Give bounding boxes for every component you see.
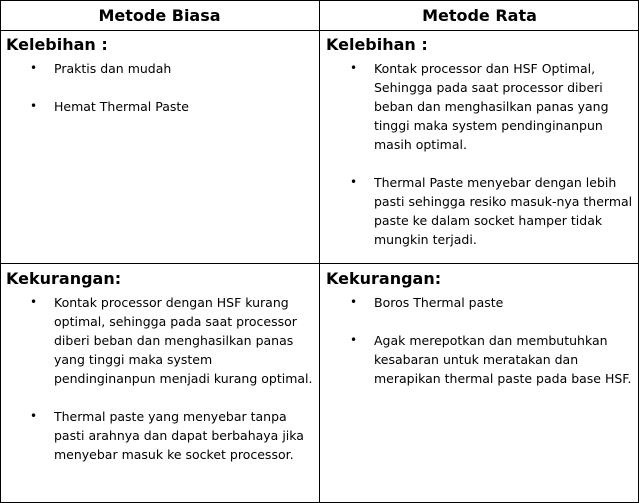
bullet-list: [6, 293, 316, 464]
bullet-icon: •: [30, 99, 38, 113]
bullet-icon: •: [30, 61, 38, 75]
header-metode-biasa: Metode Biasa: [98, 5, 221, 25]
section-title: Kekurangan:: [6, 269, 122, 288]
bullet-icon: •: [350, 333, 358, 347]
bullet-icon: •: [350, 295, 358, 309]
section-title: Kekurangan:: [326, 269, 442, 288]
bullet-icon: •: [30, 409, 38, 423]
bullet-list: [6, 59, 316, 116]
list-item: • Kontak processor dengan HSF kurang optimal, sehingga pada saat processor diberi beban dan menghasilkan panas yang tinggi maka system pendinginanpun menjadi kurang optimal.: [30, 295, 313, 386]
cell-rata-kekurangan: [326, 269, 636, 407]
list-item: • Praktis dan mudah: [30, 61, 172, 76]
list-item: • Kontak processor dan HSF Optimal, Sehingga pada saat processor diberi beban dan menghasilkan panas yang tinggi maka system pendinginanpun masih optimal.: [350, 61, 609, 152]
header-divider: [0, 30, 639, 31]
section-title: Kelebihan :: [6, 35, 108, 54]
cell-biasa-kelebihan: [6, 35, 316, 135]
bullet-list: [326, 59, 636, 249]
list-item: • Thermal paste yang menyebar tanpa pasti arahnya dan dapat berbahaya jika menyebar masuk ke socket processor.: [30, 409, 304, 462]
list-item: • Agak merepotkan dan membutuhkan kesabaran untuk meratakan dan merapikan thermal paste pada base HSF.: [350, 333, 632, 386]
bullet-icon: •: [350, 175, 358, 189]
cell-rata-kelebihan: [326, 35, 636, 268]
bullet-icon: •: [30, 295, 38, 309]
bullet-icon: •: [350, 61, 358, 75]
list-item: • Thermal Paste menyebar dengan lebih pasti sehingga resiko masuk-nya thermal paste ke dalam socket hamper tidak mungkin terjadi.: [350, 175, 633, 247]
header-metode-rata: Metode Rata: [422, 5, 537, 25]
section-title: Kelebihan :: [326, 35, 428, 54]
list-item: • Boros Thermal paste: [350, 295, 504, 310]
list-item: • Hemat Thermal Paste: [30, 99, 189, 114]
column-divider: [319, 0, 320, 503]
bullet-list: [326, 293, 636, 388]
cell-biasa-kekurangan: [6, 269, 316, 483]
